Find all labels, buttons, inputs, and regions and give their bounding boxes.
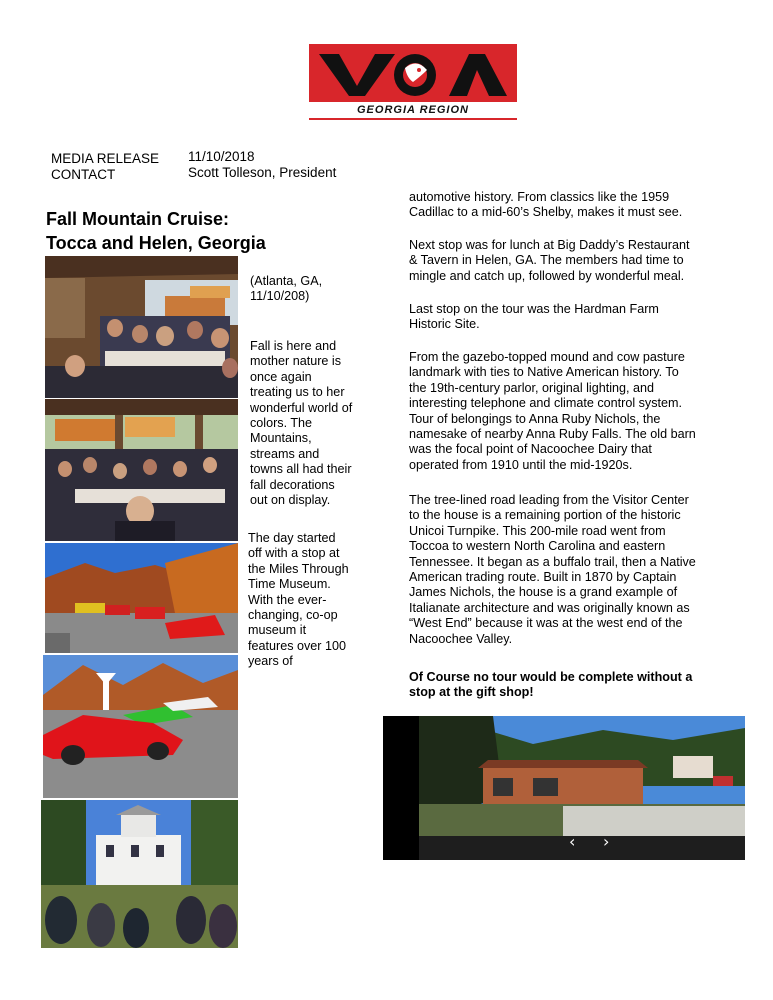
text-line: Nacoochee Valley. [409,631,513,646]
contact-label: CONTACT [51,167,116,182]
text-line: automotive history. From classics like the 1959 [409,190,670,204]
text-line: Last stop on the tour was the Hardman Farm [409,302,659,316]
text-line: off with a stop at [248,546,340,561]
contact-name: Scott Tolleson, President [188,165,337,180]
text-line: mingle and catch up, followed by wonderful meal. [409,268,685,283]
logo-subtitle: GEORGIA REGION [309,102,517,118]
text-line: Tennessee. It began as a buffalo trail, then a Native [409,554,696,569]
text-line: colors. The [250,416,313,431]
text-line: & Tavern in Helen, GA. The members had time to [409,253,684,268]
text-line: namesake of nearby Anna Ruby Falls. The old barn [409,427,696,442]
release-date: 11/10/2018 [188,149,255,164]
text-line: interesting telephone and climate control system. [409,396,683,411]
right-paragraph-4 [409,350,696,473]
right-paragraph-2 [409,238,689,284]
dateline [250,274,322,305]
photo-restaurant-deck-2 [45,399,238,541]
closing-statement [409,670,692,701]
photo-restaurant-deck-1 [45,256,238,398]
text-line: changing, co-op [248,608,338,623]
text-line: museum it [248,623,307,638]
media-release-label: MEDIA RELEASE [51,151,160,166]
text-line: With the ever- [248,592,327,607]
text-line: towns all had their [250,462,352,477]
text-line: operated from 1910 until the mid-1920s. [409,457,633,472]
text-line: Mountains, [250,431,312,446]
text-line: Historic Site. [409,317,480,332]
text-line: Italianate architecture and was originally known as [409,600,690,615]
voa-logo [309,44,517,120]
text-line: “West End” because it was at the west end of the [409,616,683,631]
photo-hardman-house [41,800,238,948]
left-paragraph-1 [250,339,352,508]
text-line: American trading route. Built in 1870 by Captain [409,570,677,585]
right-paragraph-3 [409,302,659,333]
text-line: James Nichols, the house is a grand example of [409,585,678,600]
gift-shop-photo [383,716,745,860]
text-line: Toccoa to western North Carolina and eastern [409,539,666,554]
dateline-line: 11/10/208) [250,289,310,304]
right-paragraph-1 [409,190,682,221]
text-line: landmark with ties to Native American history. To [409,365,679,380]
text-line: Fall is here and [250,339,337,353]
slideshow-next-icon[interactable]: › [603,832,610,851]
text-line: was the focal point of Nacoochee Dairy that [409,442,652,457]
dateline-line: (Atlanta, GA, [250,274,323,288]
text-line: The tree-lined road leading from the Visitor Center [409,493,689,507]
text-line: once again [250,369,312,384]
text-line: the 19th-century parlor, original lighting, and [409,380,655,395]
text-line: treating us to her [250,385,345,400]
text-line: streams and [250,446,320,461]
text-line: features over 100 [248,638,347,653]
left-paragraph-2 [248,531,349,670]
text-line: fall decorations [250,477,335,492]
text-line: the Miles Through [248,561,349,576]
voa-logo-letters [309,48,517,100]
title-line-1: Fall Mountain Cruise: [46,209,230,229]
text-line: Next stop was for lunch at Big Daddy’s Restaurant [409,238,690,252]
slideshow-gift-shop[interactable] [383,716,745,860]
photo-vipers-museum-lot [45,543,238,653]
text-line: out on display. [250,493,331,508]
text-line: mother nature is [250,354,341,369]
text-line: Unicoi Turnpike. This 200-mile road went from [409,523,666,538]
photo-vipers-parked [43,655,238,798]
text-line: Cadillac to a mid-60’s Shelby, makes it must see. [409,205,683,220]
slideshow-prev-icon[interactable]: ‹ [569,832,576,851]
text-line: years of [248,654,293,669]
text-line: Tour of belongings to Anna Ruby Nichols, the [409,411,661,426]
text-line: wonderful world of [250,400,353,415]
right-paragraph-5 [409,493,696,647]
text-line: From the gazebo-topped mound and cow pasture [409,350,685,364]
text-line: stop at the gift shop! [409,685,534,700]
text-line: to the house is a remaining portion of the historic [409,508,681,523]
text-line: Of Course no tour would be complete without a [409,670,693,684]
text-line: The day started [248,531,336,545]
title-line-2: Tocca and Helen, Georgia [46,233,266,253]
text-line: Time Museum. [248,577,331,592]
page-title [46,207,266,255]
